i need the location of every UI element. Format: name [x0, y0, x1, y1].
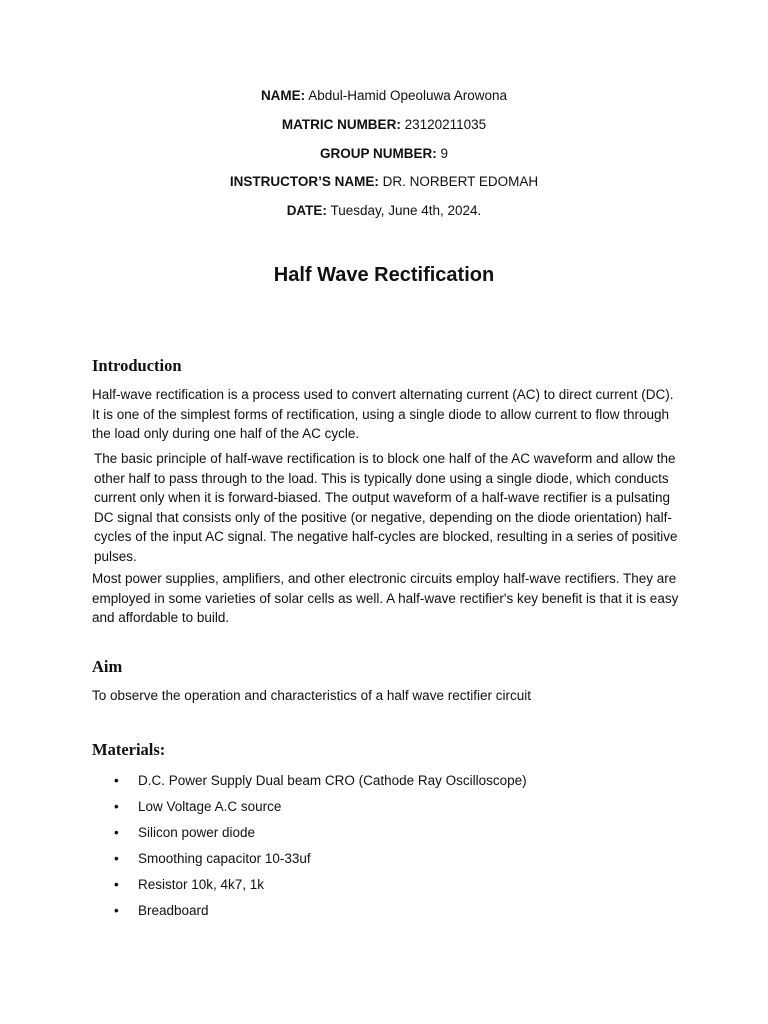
material-item: D.C. Power Supply Dual beam CRO (Cathode Ray Oscilloscope): [138, 773, 527, 788]
introduction-paragraph-2: The basic principle of half-wave rectification is to block one half of the AC waveform and allow the other half to pass through to the load. This is typically done using a single diode, which conducts current only when it is forward-biased. The output waveform of a half-wave rectifier is a pulsating DC signal that consists only of the positive (or negative, depending on the diode orientation) half-cycles of the input AC signal. The negative half-cycles are blocked, resulting in a series of positive pulses.: [94, 451, 678, 564]
date-line: [0, 203, 768, 218]
material-item: Smoothing capacitor 10-33uf: [138, 851, 311, 866]
material-item: Silicon power diode: [138, 825, 256, 840]
list-item: [92, 902, 527, 928]
bullet: •: [114, 903, 119, 918]
bullet: •: [114, 825, 119, 840]
list-item: [92, 798, 527, 824]
introduction-heading: Introduction: [92, 356, 182, 375]
name-line: [0, 88, 768, 103]
introduction-paragraph-1: Half-wave rectification is a process used to convert alternating current (AC) to direct current (DC). It is one of the simplest forms of rectification, using a single diode to allow current to flow through the load only during one half of the AC cycle.: [92, 387, 674, 441]
instructor-name-value: DR. NORBERT EDOMAH: [378, 174, 539, 189]
material-item: Low Voltage A.C source: [138, 799, 282, 814]
matric-number-line: [0, 117, 768, 132]
material-item: Resistor 10k, 4k7, 1k: [138, 877, 265, 892]
instructor-name-label: INSTRUCTOR’S NAME:: [229, 174, 379, 189]
matric-number-label: MATRIC NUMBER:: [281, 117, 401, 132]
materials-heading: Materials:: [92, 740, 166, 759]
group-number-label: GROUP NUMBER:: [319, 146, 437, 161]
bullet: •: [114, 773, 119, 788]
list-item: [92, 876, 527, 902]
materials-list: [92, 772, 527, 928]
name-value: Abdul-Hamid Opeoluwa Arowona: [305, 88, 508, 103]
date-label: DATE:: [286, 203, 327, 218]
aim-text: To observe the operation and characteristics of a half wave rectifier circuit: [92, 688, 531, 703]
instructor-name-line: [0, 174, 768, 189]
bullet: •: [114, 851, 119, 866]
bullet: •: [114, 877, 119, 892]
bullet: •: [114, 799, 119, 814]
matric-number-value: 23120211035: [400, 117, 487, 132]
list-item: [92, 850, 527, 876]
date-value: Tuesday, June 4th, 2024.: [326, 203, 482, 218]
introduction-paragraph-3: Most power supplies, amplifiers, and other electronic circuits employ half-wave rectifiers. They are employed in some varieties of solar cells as well. A half-wave rectifier's key benefit is that it is easy and affordable to build.: [92, 571, 679, 625]
list-item: [92, 772, 527, 798]
name-label: NAME:: [260, 88, 306, 103]
aim-heading: Aim: [92, 657, 123, 676]
material-item: Breadboard: [138, 903, 209, 918]
group-number-line: [0, 146, 768, 161]
list-item: [92, 824, 527, 850]
group-number-value: 9: [436, 146, 449, 161]
document-title: Half Wave Rectification: [273, 264, 495, 286]
